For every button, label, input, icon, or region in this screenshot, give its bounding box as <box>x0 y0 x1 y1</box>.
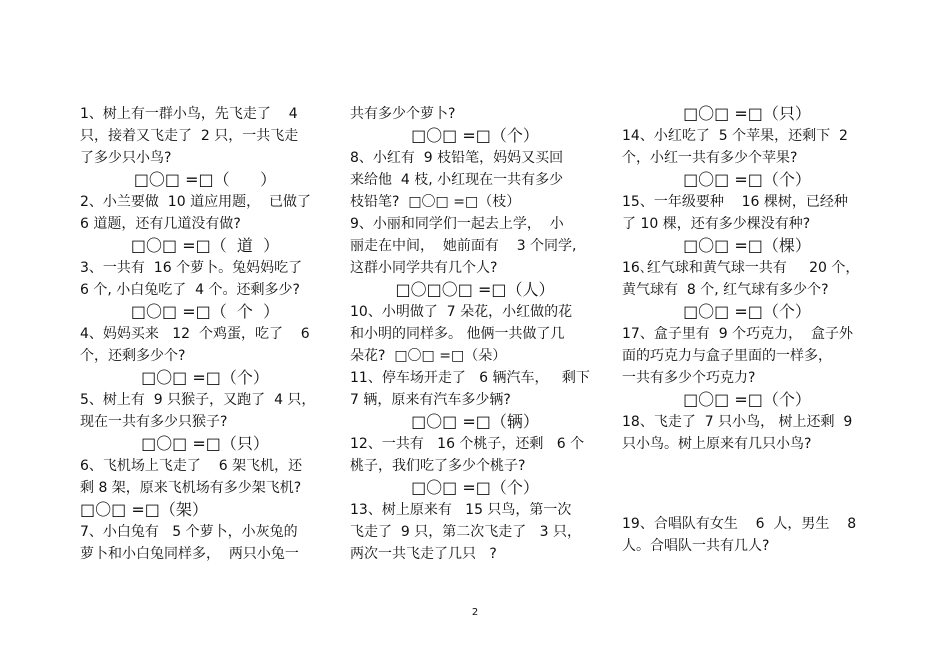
answer-equation: □〇□ =□（辆） <box>411 412 539 431</box>
question-text: 13、树上原来有 15 只鸟，第一次 飞走了 9 只，第二次飞走了 3 只， 两次一共飞走了几只 ? <box>350 502 581 562</box>
question-text: 11、停车场开走了 6 辆汽车， 剩下 7 辆，原来有汽车多少辆? <box>350 370 590 408</box>
answer-equation: □〇□ =□（个） <box>683 170 811 189</box>
question-text: 7、小白兔有 5 个萝卜，小灰兔的 萝卜和小白兔同样多， 两只小兔一 <box>80 524 299 562</box>
answer-equation: □〇□ =□（只） <box>683 104 811 123</box>
answer-equation: □〇□ =□（个） <box>411 126 539 145</box>
question-text: 19、合唱队有女生 6 人，男生 8 人。合唱队一共有几人? <box>622 516 857 554</box>
question-text: 8、小红有 9 枝铅笔，妈妈又买回 来给他 4 枝, 小红现在一共有多少 枝铅笔? □〇□ =□（枝） <box>350 150 564 210</box>
blank-space <box>622 455 872 513</box>
question-text: 14、小红吃了 5 个苹果，还剩下 2 个，小红一共有多少个苹果? <box>622 128 848 166</box>
question-text: 共有多少个萝卜? <box>350 106 456 122</box>
answer-equation: □〇□ =□（ 道 ） <box>130 236 280 255</box>
answer-equation: □〇□ =□（ 个 ） <box>130 302 280 321</box>
question-text: 15、一年级要种 16 棵树，已经种 了 10 棵，还有多少棵没有种? <box>622 194 848 232</box>
question-text: 16､红气球和黄气球一共有 20 个， 黄气球有 8 个, 红气球有多少个? <box>622 260 860 298</box>
answer-equation: □〇□ =□（ ） <box>133 170 277 189</box>
question-text: 1、树上有一群小鸟，先飞走了 4 只，接着又飞走了 2 只，一共飞走 了多少只小鸟? <box>80 106 299 166</box>
question-text: 9、小丽和同学们一起去上学， 小 丽走在中间， 她前面有 3 个同学, 这群小同学共有几个人? <box>350 216 577 276</box>
question-text: 3、一共有 16 个萝卜。兔妈妈吃了 6 个, 小白兔吃了 4 个。还剩多少? <box>80 260 303 298</box>
answer-equation: □〇□〇□ =□（人） <box>395 280 555 299</box>
column-2 <box>350 103 600 565</box>
answer-equation: □〇□ =□（棵） <box>683 236 811 255</box>
answer-equation: □〇□ =□（个） <box>141 368 269 387</box>
question-text: 6、飞机场上飞走了 6 架飞机，还 剩 8 架，原来飞机场有多少架飞机? <box>80 458 303 496</box>
answer-equation: □〇□ =□（个） <box>411 478 539 497</box>
question-text: 4、妈妈买来 12 个鸡蛋，吃了 6 个，还剩多少个? <box>80 326 310 364</box>
answer-equation: □〇□ =□（个） <box>683 302 811 321</box>
answer-equation: □〇□ =□（架） <box>80 500 208 519</box>
question-text: 2、小兰要做 10 道应用题， 已做了 6 道题，还有几道没有做? <box>80 194 311 232</box>
question-text: 5、树上有 9 只猴子，又跑了 4 只， 现在一共有多少只猴子? <box>80 392 316 430</box>
answer-equation: □〇□ =□（只） <box>141 434 269 453</box>
question-text: 18、飞走了 7 只小鸟， 树上还剩 9 只小鸟。树上原来有几只小鸟? <box>622 414 853 452</box>
question-text: 12、一共有 16 个桃子，还剩 6 个 桃子，我们吃了多少个桃子? <box>350 436 585 474</box>
question-text: 10、小明做了 7 朵花，小红做的花 和小明的同样多。 他俩一共做了几 朵花? □〇□ =□（朵） <box>350 304 573 364</box>
question-text: 17、盒子里有 9 个巧克力， 盒子外 面的巧克力与盒子里面的一样多， 一共有多少个巧克力? <box>622 326 853 386</box>
column-1 <box>80 103 330 565</box>
column-3 <box>622 103 872 557</box>
page-number: 2 <box>471 607 479 618</box>
answer-equation: □〇□ =□（个） <box>683 390 811 409</box>
